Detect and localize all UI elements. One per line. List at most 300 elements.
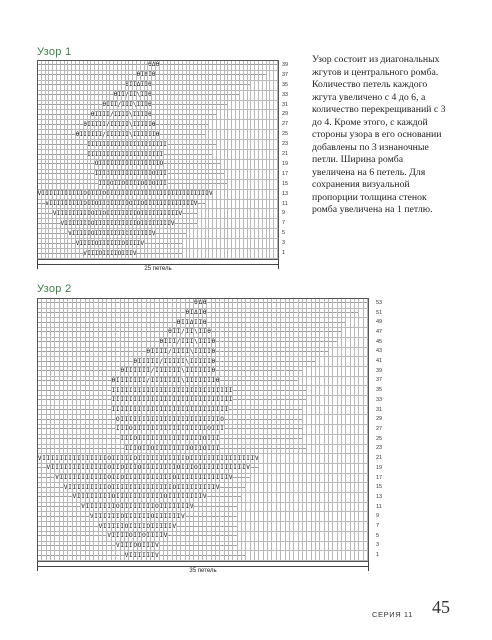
stitch-cell: I (112, 386, 116, 396)
stitch-cell: – (77, 309, 81, 319)
stitch-cell: I (160, 396, 164, 406)
stitch-cell: – (55, 445, 59, 455)
stitch-cell: – (294, 425, 298, 435)
stitch-cell: I (112, 406, 116, 416)
stitch-cell: I (142, 377, 146, 387)
stitch-cell: – (42, 483, 46, 493)
stitch-cell: – (77, 512, 81, 522)
stitch-cell: I (207, 377, 211, 387)
stitch-cell: I (203, 483, 207, 493)
stitch-cell: – (73, 532, 77, 542)
stitch-cell: – (233, 445, 237, 455)
stitch-cell: I (125, 377, 129, 387)
stitch-cell: – (68, 542, 72, 552)
stitch-cell: I (116, 464, 120, 474)
stitch-cell (274, 110, 278, 120)
stitch-cell: – (307, 318, 311, 328)
stitch-cell (274, 160, 278, 170)
stitch-cell: – (151, 299, 155, 309)
stitch-cell: – (86, 425, 90, 435)
stitch-cell: I (112, 522, 116, 532)
stitch-cell: – (73, 415, 77, 425)
stitch-cell: – (64, 415, 68, 425)
stitch-cell: – (216, 338, 220, 348)
stitch-cell: – (73, 318, 77, 328)
stitch-cell: – (181, 309, 185, 319)
stitch-cell: – (99, 338, 103, 348)
row-number: 17 (282, 170, 289, 177)
stitch-cell: I (142, 367, 146, 377)
stitch-cell: – (81, 318, 85, 328)
stitch-cell: I (203, 357, 207, 367)
stitch-cell: – (233, 551, 237, 561)
stitch-cell: I (242, 454, 246, 464)
stitch-cell: I (125, 493, 129, 503)
stitch-cell: I (138, 377, 142, 387)
stitch-cell: – (238, 551, 242, 561)
stitch-cell: – (212, 512, 216, 522)
stitch-cell: – (116, 445, 120, 455)
stitch-cell: – (38, 318, 42, 328)
stitch-cell: – (51, 503, 55, 513)
stitch-cell: I (177, 454, 181, 464)
stitch-cell (274, 150, 278, 160)
dimension-line (37, 264, 279, 265)
stitch-cell: – (60, 435, 64, 445)
stitch-cell: – (64, 493, 68, 503)
stitch-cell: I (190, 435, 194, 445)
stitch-cell: – (60, 299, 64, 309)
stitch-cell: – (64, 396, 68, 406)
stitch-cell: – (99, 348, 103, 358)
stitch-cell: – (342, 299, 346, 309)
stitch-cell: – (220, 367, 224, 377)
stitch-cell: Ө (212, 367, 216, 377)
stitch-cell: I (134, 512, 138, 522)
stitch-cell: I (138, 367, 142, 377)
stitch-cell: – (173, 551, 177, 561)
stitch-cell: – (38, 386, 42, 396)
stitch-cell: – (190, 299, 194, 309)
stitch-cell: – (155, 309, 159, 319)
stitch-cell: – (90, 299, 94, 309)
row-number: 9 (376, 513, 380, 520)
stitch-cell: – (134, 309, 138, 319)
stitch-cell: – (42, 445, 46, 455)
stitch-cell: – (168, 309, 172, 319)
stitch-cell: I (190, 474, 194, 484)
stitch-cell: – (90, 522, 94, 532)
stitch-cell: I (121, 454, 125, 464)
stitch-cell: – (38, 367, 42, 377)
stitch-cell: – (286, 445, 290, 455)
stitch-cell: – (281, 309, 285, 319)
row-number: 37 (376, 377, 383, 384)
stitch-cell: I (194, 386, 198, 396)
stitch-cell: – (51, 425, 55, 435)
stitch-cell: – (51, 445, 55, 455)
stitch-cell: – (290, 415, 294, 425)
stitch-cell: – (55, 309, 59, 319)
stitch-cell: – (242, 367, 246, 377)
stitch-cell: – (281, 406, 285, 416)
stitch-cell: – (60, 532, 64, 542)
stitch-cell: – (42, 348, 46, 358)
stitch-cell: – (281, 328, 285, 338)
stitch-cell: – (242, 483, 246, 493)
stitch-cell: O (151, 512, 155, 522)
stitch-cell: I (199, 435, 203, 445)
stitch-cell: – (294, 299, 298, 309)
stitch-cell: – (73, 348, 77, 358)
stitch-cell: – (60, 357, 64, 367)
stitch-cell: O (107, 483, 111, 493)
stitch-cell: – (90, 425, 94, 435)
stitch-cell: I (129, 542, 133, 552)
stitch-cell: Ө (134, 357, 138, 367)
stitch-cell: V (73, 493, 77, 503)
stitch-cell: – (77, 445, 81, 455)
stitch-cell: I (147, 483, 151, 493)
stitch-cell: – (259, 386, 263, 396)
stitch-cell: – (268, 328, 272, 338)
stitch-cell: I (112, 396, 116, 406)
stitch-cell: – (42, 415, 46, 425)
stitch-cell: – (255, 309, 259, 319)
stitch-cell: – (107, 367, 111, 377)
stitch-cell: I (99, 474, 103, 484)
stitch-cell: – (246, 309, 250, 319)
stitch-cell: – (207, 318, 211, 328)
stitch-cell: – (60, 503, 64, 513)
stitch-cell: I (181, 454, 185, 464)
stitch-cell: – (73, 299, 77, 309)
stitch-cell: – (242, 435, 246, 445)
stitch-cell: I (212, 464, 216, 474)
stitch-cell: – (212, 493, 216, 503)
stitch-cell: – (338, 318, 342, 328)
stitch-cell: – (272, 386, 276, 396)
stitch-cell: I (220, 454, 224, 464)
stitch-cell: I (94, 512, 98, 522)
stitch-cell: – (38, 503, 42, 513)
stitch-cell: – (277, 386, 281, 396)
stitch-cell: – (73, 522, 77, 532)
stitch-cell: – (77, 357, 81, 367)
stitch-cell: O (147, 522, 151, 532)
stitch-cell: O (107, 454, 111, 464)
stitch-cell: – (42, 425, 46, 435)
stitch-cell (274, 209, 278, 219)
stitch-cell: – (77, 551, 81, 561)
stitch-cell: – (338, 309, 342, 319)
stitch-cell: – (203, 512, 207, 522)
stitch-cell: – (316, 348, 320, 358)
row-number: 29 (282, 111, 289, 118)
stitch-cell: Δ (194, 309, 198, 319)
stitch-cell: I (134, 522, 138, 532)
stitch-cell: I (125, 435, 129, 445)
stitch-cell: I (168, 415, 172, 425)
stitch-cell: I (168, 503, 172, 513)
stitch-cell: – (94, 367, 98, 377)
stitch-cell: I (151, 357, 155, 367)
stitch-cell: – (264, 406, 268, 416)
stitch-cell: I (207, 406, 211, 416)
stitch-cell: – (307, 299, 311, 309)
stitch-cell: I (73, 474, 77, 484)
stitch-cell: – (38, 474, 42, 484)
stitch-cell: I (134, 425, 138, 435)
stitch-cell: I (151, 396, 155, 406)
stitch-cell: – (216, 493, 220, 503)
stitch-cell: – (47, 396, 51, 406)
stitch-cell: – (212, 542, 216, 552)
stitch-cell: – (47, 551, 51, 561)
stitch-cell: – (186, 532, 190, 542)
stitch-cell: – (333, 328, 337, 338)
stitch-cell: – (134, 299, 138, 309)
stitch-cell: – (77, 425, 81, 435)
stitch-cell: – (107, 425, 111, 435)
stitch-cell: I (199, 367, 203, 377)
stitch-cell: – (246, 348, 250, 358)
stitch-cell: – (90, 309, 94, 319)
stitch-cell: – (268, 338, 272, 348)
stitch-cell: – (60, 396, 64, 406)
stitch-cell: I (168, 377, 172, 387)
stitch-cell: – (68, 318, 72, 328)
stitch-cell: I (177, 406, 181, 416)
stitch-cell: – (281, 367, 285, 377)
stitch-cell: – (259, 406, 263, 416)
stitch-cell: I (160, 474, 164, 484)
stitch-cell: I (168, 338, 172, 348)
stitch-cell: I (138, 454, 142, 464)
stitch-cell: – (94, 309, 98, 319)
stitch-cell: V (125, 551, 129, 561)
stitch-cell: – (233, 435, 237, 445)
stitch-cell: – (277, 425, 281, 435)
stitch-cell: I (103, 464, 107, 474)
stitch-cell: – (207, 512, 211, 522)
stitch-cell: – (229, 532, 233, 542)
stitch-cell: – (77, 318, 81, 328)
row-number: 7 (376, 523, 380, 530)
stitch-cell: I (207, 357, 211, 367)
stitch-cell: – (320, 348, 324, 358)
stitch-cell: – (286, 435, 290, 445)
stitch-cell: I (229, 464, 233, 474)
stitch-cell: – (264, 367, 268, 377)
stitch-cell (274, 229, 278, 239)
stitch-cell: – (60, 386, 64, 396)
stitch-cell: I (203, 348, 207, 358)
stitch-cell: I (51, 464, 55, 474)
row-number: 13 (282, 190, 289, 197)
stitch-cell: – (116, 435, 120, 445)
stitch-cell: I (225, 454, 229, 464)
stitch-cell: – (68, 503, 72, 513)
stitch-cell: I (181, 503, 185, 513)
stitch-cell: – (255, 386, 259, 396)
stitch-cell: – (55, 396, 59, 406)
stitch-cell: I (99, 493, 103, 503)
stitch-cell: I (73, 454, 77, 464)
stitch-cell: – (238, 493, 242, 503)
row-number: 27 (282, 121, 289, 128)
stitch-cell: O (121, 474, 125, 484)
stitch-cell: – (107, 348, 111, 358)
stitch-cell: – (60, 425, 64, 435)
stitch-cell: – (99, 299, 103, 309)
stitch-cell: I (129, 406, 133, 416)
stitch-cell: – (246, 386, 250, 396)
stitch-cell: I (68, 454, 72, 464)
row-number: 25 (376, 435, 383, 442)
stitch-cell: – (225, 435, 229, 445)
stitch-cell: – (142, 328, 146, 338)
stitch-cell: I (164, 396, 168, 406)
stitch-cell: I (177, 415, 181, 425)
stitch-cell (274, 130, 278, 140)
row-number: 25 (282, 131, 289, 138)
stitch-cell: – (90, 357, 94, 367)
stitch-cell: O (107, 464, 111, 474)
stitch-cell: – (207, 493, 211, 503)
stitch-cell: I (112, 464, 116, 474)
stitch-cell: I (155, 493, 159, 503)
stitch-cell: – (286, 338, 290, 348)
stitch-cell: I (94, 493, 98, 503)
stitch-cell: – (77, 377, 81, 387)
stitch-cell: – (99, 357, 103, 367)
stitch-cell: I (125, 464, 129, 474)
stitch-cell: – (86, 532, 90, 542)
stitch-cell: – (286, 377, 290, 387)
stitch-cell: – (238, 348, 242, 358)
stitch-cell: – (64, 309, 68, 319)
stitch-cell: I (129, 367, 133, 377)
stitch-cell: – (60, 483, 64, 493)
stitch-cell: I (220, 406, 224, 416)
stitch-cell: – (112, 551, 116, 561)
stitch-cell: – (229, 512, 233, 522)
stitch-cell: – (55, 415, 59, 425)
stitch-cell: I (90, 503, 94, 513)
stitch-cell: – (168, 542, 172, 552)
stitch-cell: – (90, 318, 94, 328)
stitch-cell: I (99, 454, 103, 464)
stitch-cell: – (233, 474, 237, 484)
stitch-cell: – (81, 551, 85, 561)
stitch-cell: – (142, 338, 146, 348)
stitch-cell: – (90, 328, 94, 338)
stitch-cell: I (203, 474, 207, 484)
stitch-cell: I (164, 415, 168, 425)
stitch-cell: – (68, 406, 72, 416)
stitch-cell: – (216, 503, 220, 513)
stitch-cell: – (42, 328, 46, 338)
stitch-cell: I (68, 474, 72, 484)
stitch-cell: – (81, 512, 85, 522)
stitch-cell: V (81, 503, 85, 513)
stitch-cell: I (173, 328, 177, 338)
stitch-cell: – (51, 386, 55, 396)
stitch-cell: – (272, 309, 276, 319)
stitch-cell: – (290, 367, 294, 377)
stitch-cell: – (51, 483, 55, 493)
stitch-cell: I (181, 435, 185, 445)
stitch-cell: I (94, 454, 98, 464)
stitch-cell: – (121, 309, 125, 319)
stitch-cell: I (142, 493, 146, 503)
stitch-cell: – (246, 415, 250, 425)
stitch-cell: – (246, 357, 250, 367)
stitch-cell: – (290, 435, 294, 445)
stitch-cell: I (147, 512, 151, 522)
stitch-cell: – (303, 318, 307, 328)
stitch-cell: V (116, 542, 120, 552)
stitch-cell: I (125, 367, 129, 377)
stitch-cell: – (47, 532, 51, 542)
stitch-cell: – (68, 425, 72, 435)
stitch-cell: – (299, 357, 303, 367)
stitch-cell: – (181, 551, 185, 561)
stitch-cell: I (121, 425, 125, 435)
stitch-cell: I (194, 425, 198, 435)
stitch-cell: – (233, 309, 237, 319)
stitch-cell: – (64, 348, 68, 358)
stitch-cell: I (147, 406, 151, 416)
stitch-cell (274, 180, 278, 190)
stitch-cell: I (155, 386, 159, 396)
stitch-cell: – (103, 377, 107, 387)
stitch-cell: I (116, 474, 120, 484)
stitch-cell: I (173, 425, 177, 435)
stitch-cell: – (233, 348, 237, 358)
stitch-cell: – (99, 425, 103, 435)
stitch-cell: – (203, 503, 207, 513)
stitch-cell: I (216, 406, 220, 416)
stitch-cell (364, 425, 368, 435)
stitch-cell: I (177, 445, 181, 455)
stitch-cell: – (233, 512, 237, 522)
stitch-cell: – (194, 522, 198, 532)
stitch-cell: I (151, 415, 155, 425)
stitch-cell: – (51, 512, 55, 522)
stitch-cell: – (351, 309, 355, 319)
stitch-cell: – (107, 542, 111, 552)
stitch-cell: – (103, 357, 107, 367)
stitch-cell: I (168, 474, 172, 484)
stitch-cell: – (103, 338, 107, 348)
stitch-cell: – (90, 415, 94, 425)
stitch-cell: – (294, 309, 298, 319)
stitch-cell: – (125, 328, 129, 338)
stitch-cell: O (129, 532, 133, 542)
stitch-cell: – (299, 425, 303, 435)
stitch-cell: – (251, 338, 255, 348)
stitch-cell: – (86, 318, 90, 328)
stitch-cell: I (220, 464, 224, 474)
stitch-cell: – (73, 425, 77, 435)
stitch-cell: I (77, 464, 81, 474)
stitch-cell: – (103, 425, 107, 435)
stitch-cell: I (142, 542, 146, 552)
stitch-cell: I (173, 445, 177, 455)
stitch-cell: – (220, 512, 224, 522)
